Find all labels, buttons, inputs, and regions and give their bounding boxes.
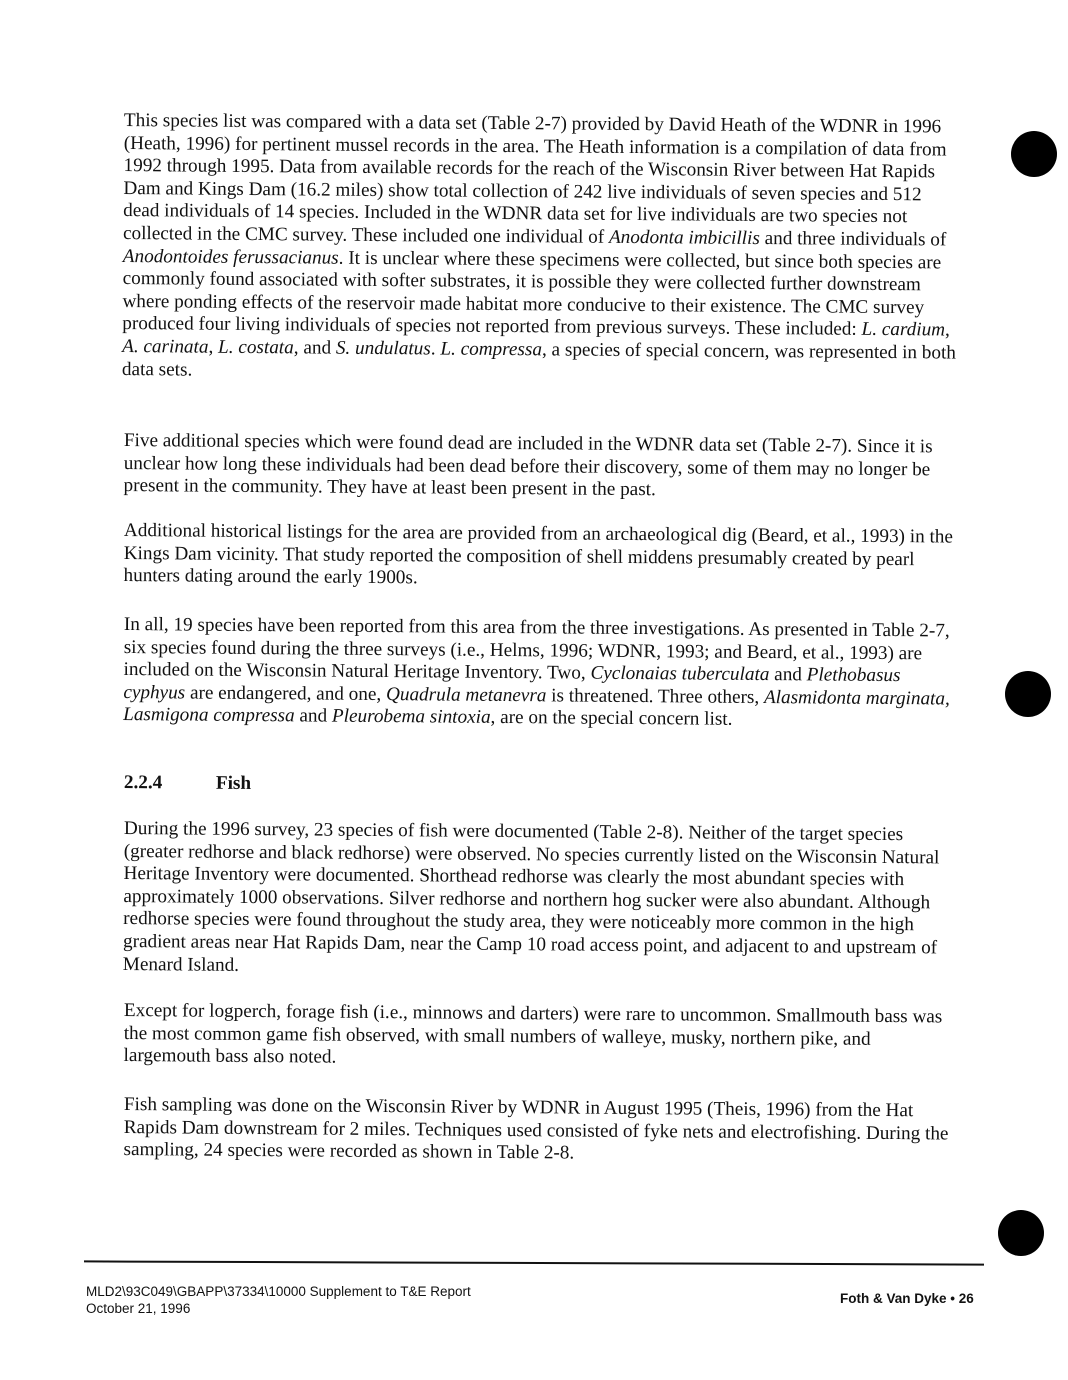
section-number: 2.2.4 xyxy=(123,772,163,794)
text-run: is threatened. Three others, xyxy=(546,685,765,708)
paragraph-forage-fish xyxy=(123,1000,962,1074)
text-run: and xyxy=(769,664,807,686)
paragraph-species-summary xyxy=(123,614,962,734)
section-heading xyxy=(124,772,962,801)
text-run: . xyxy=(430,338,441,360)
text-run: , xyxy=(944,319,950,341)
text-run: are endangered, and one, xyxy=(185,682,387,705)
footer-file-path: MLD2\93C049\GBAPP\37334\10000 Supplement to T&E Report xyxy=(86,1284,471,1299)
italic-species-name: Anodontoides ferussacianus xyxy=(122,245,339,269)
text-run: , and xyxy=(293,337,336,359)
italic-species-name: Alasmidonta marginata, Lasmigona compressa xyxy=(123,686,950,727)
text-run: Fish sampling was done on the Wisconsin River by WDNR in August 1995 (Theis, 1996) from the Hat Rapids Dam downstream for 2 miles. Techniques used consisted of fyke nets and electrofishing. During the sampling, 24 species were recorded as shown in Table 2-8. xyxy=(123,1094,949,1164)
text-run: and xyxy=(294,705,333,728)
text-run: During the 1996 survey, 23 species of fish were documented (Table 2-8). Neither of the target species (greater redhorse and black redhorse) were observed. No species currently listed on the Wisconsin Natural Heritage Inventory were documented. Shorthead redhorse was clearly the most abundant species with approximately 1000 observations. Silver redhorse and northern hog sucker were also abundant. Although redhorse species were found throughout the study area, they were noticeably more common in the high gradient areas near Hat Rapids Dam, near the Camp 10 road access point, and adjacent to and upstream of Menard Island. xyxy=(122,818,940,976)
text-run: In all, 19 species have been reported from this area from the three investigations. As presented in Table 2-7, six species found during the three surveys (i.e., Helms, 1996; WDNR, 1993; and Beard, et al., 1993) are included on the Wisconsin Natural Heritage Inventory. Two, xyxy=(123,614,950,684)
italic-species-name: S. undulatus xyxy=(335,337,431,360)
paragraph-mussel-comparison xyxy=(122,110,962,388)
footer-page-number: 26 xyxy=(958,1291,974,1306)
margin-bullet-mark xyxy=(1005,671,1051,717)
text-run: This species list was compared with a data set (Table 2-7) provided by David Heath of the WDNR in 1996 (Heath, 1996) for pertinent mussel records in the area. The Heath information is a compilation of data from 1992 through 1995. Data from available records for the reach of the Wisconsin River between Hat Rapids Dam and Kings Dam (16.2 miles) show total collection of 242 live individuals of seven species and 512 dead individuals of 14 species. Included in the WDNR data set for live individuals are two species not collected in the CMC survey. These included one individual of xyxy=(122,110,947,248)
text-run: Except for logperch, forage fish (i.e., minnows and darters) were rare to uncommon. Smallmouth bass was the most common game fish observed, with small numbers of walleye, musky, northern pike, and largemouth bass also noted. xyxy=(123,1000,943,1068)
text-run: , xyxy=(208,336,219,358)
italic-species-name: Quadrula metanevra xyxy=(385,683,547,707)
footer-separator: • xyxy=(950,1291,956,1306)
italic-species-name: A. carinata xyxy=(122,335,209,358)
paragraph-fish-sampling xyxy=(123,1094,962,1168)
italic-species-name: L. cardium xyxy=(861,319,946,341)
text-run: . It is unclear where these specimens were collected, but since both species are commonly found associated with softer substrates, it is possible they were collected further downstream where ponding effects of the reservoir made habitat more conducive to their existence. The CMC survey produced four living individuals of species not reported from previous surveys. These included: xyxy=(122,247,942,341)
footer-rule xyxy=(84,1260,984,1265)
italic-species-name: Anodonta imbicillis xyxy=(608,226,760,249)
footer-right xyxy=(840,1290,974,1307)
italic-species-name: Pleurobema sintoxia xyxy=(331,706,491,729)
text-run: and three individuals of xyxy=(759,227,947,251)
footer-date: October 21, 1996 xyxy=(86,1301,191,1316)
italic-species-name: L. compressa xyxy=(440,338,543,361)
margin-bullet-mark xyxy=(1011,131,1057,177)
italic-species-name: Cyclonaias tuberculata xyxy=(590,662,770,686)
footer-company: Foth & Van Dyke xyxy=(840,1291,947,1306)
text-run: Five additional species which were found dead are included in the WDNR data set (Table 2-7). Since it is unclear how long these individuals had been dead before their discovery, some of them may no longer be present in the community. They have at least been present in the past. xyxy=(123,430,933,501)
italic-species-name: Plethobasus cyphyus xyxy=(123,664,901,704)
paragraph-dead-species xyxy=(123,430,962,504)
text-run: Additional historical listings for the area are provided from an archaeological dig (Beard, et al., 1993) in the Kings Dam vicinity. That study reported the composition of shell middens presumably created by pearl hunters dating around the early 1900s. xyxy=(123,520,954,589)
italic-species-name: L. costata xyxy=(217,336,294,359)
paragraph-fish-survey xyxy=(123,818,962,983)
section-title: Fish xyxy=(215,772,252,794)
paragraph-historical-listings xyxy=(123,520,962,594)
margin-bullet-mark xyxy=(998,1210,1044,1256)
footer-left xyxy=(86,1283,471,1317)
text-run: , a species of special concern, was represented in both data sets. xyxy=(121,339,957,381)
text-run: , are on the special concern list. xyxy=(490,707,733,731)
